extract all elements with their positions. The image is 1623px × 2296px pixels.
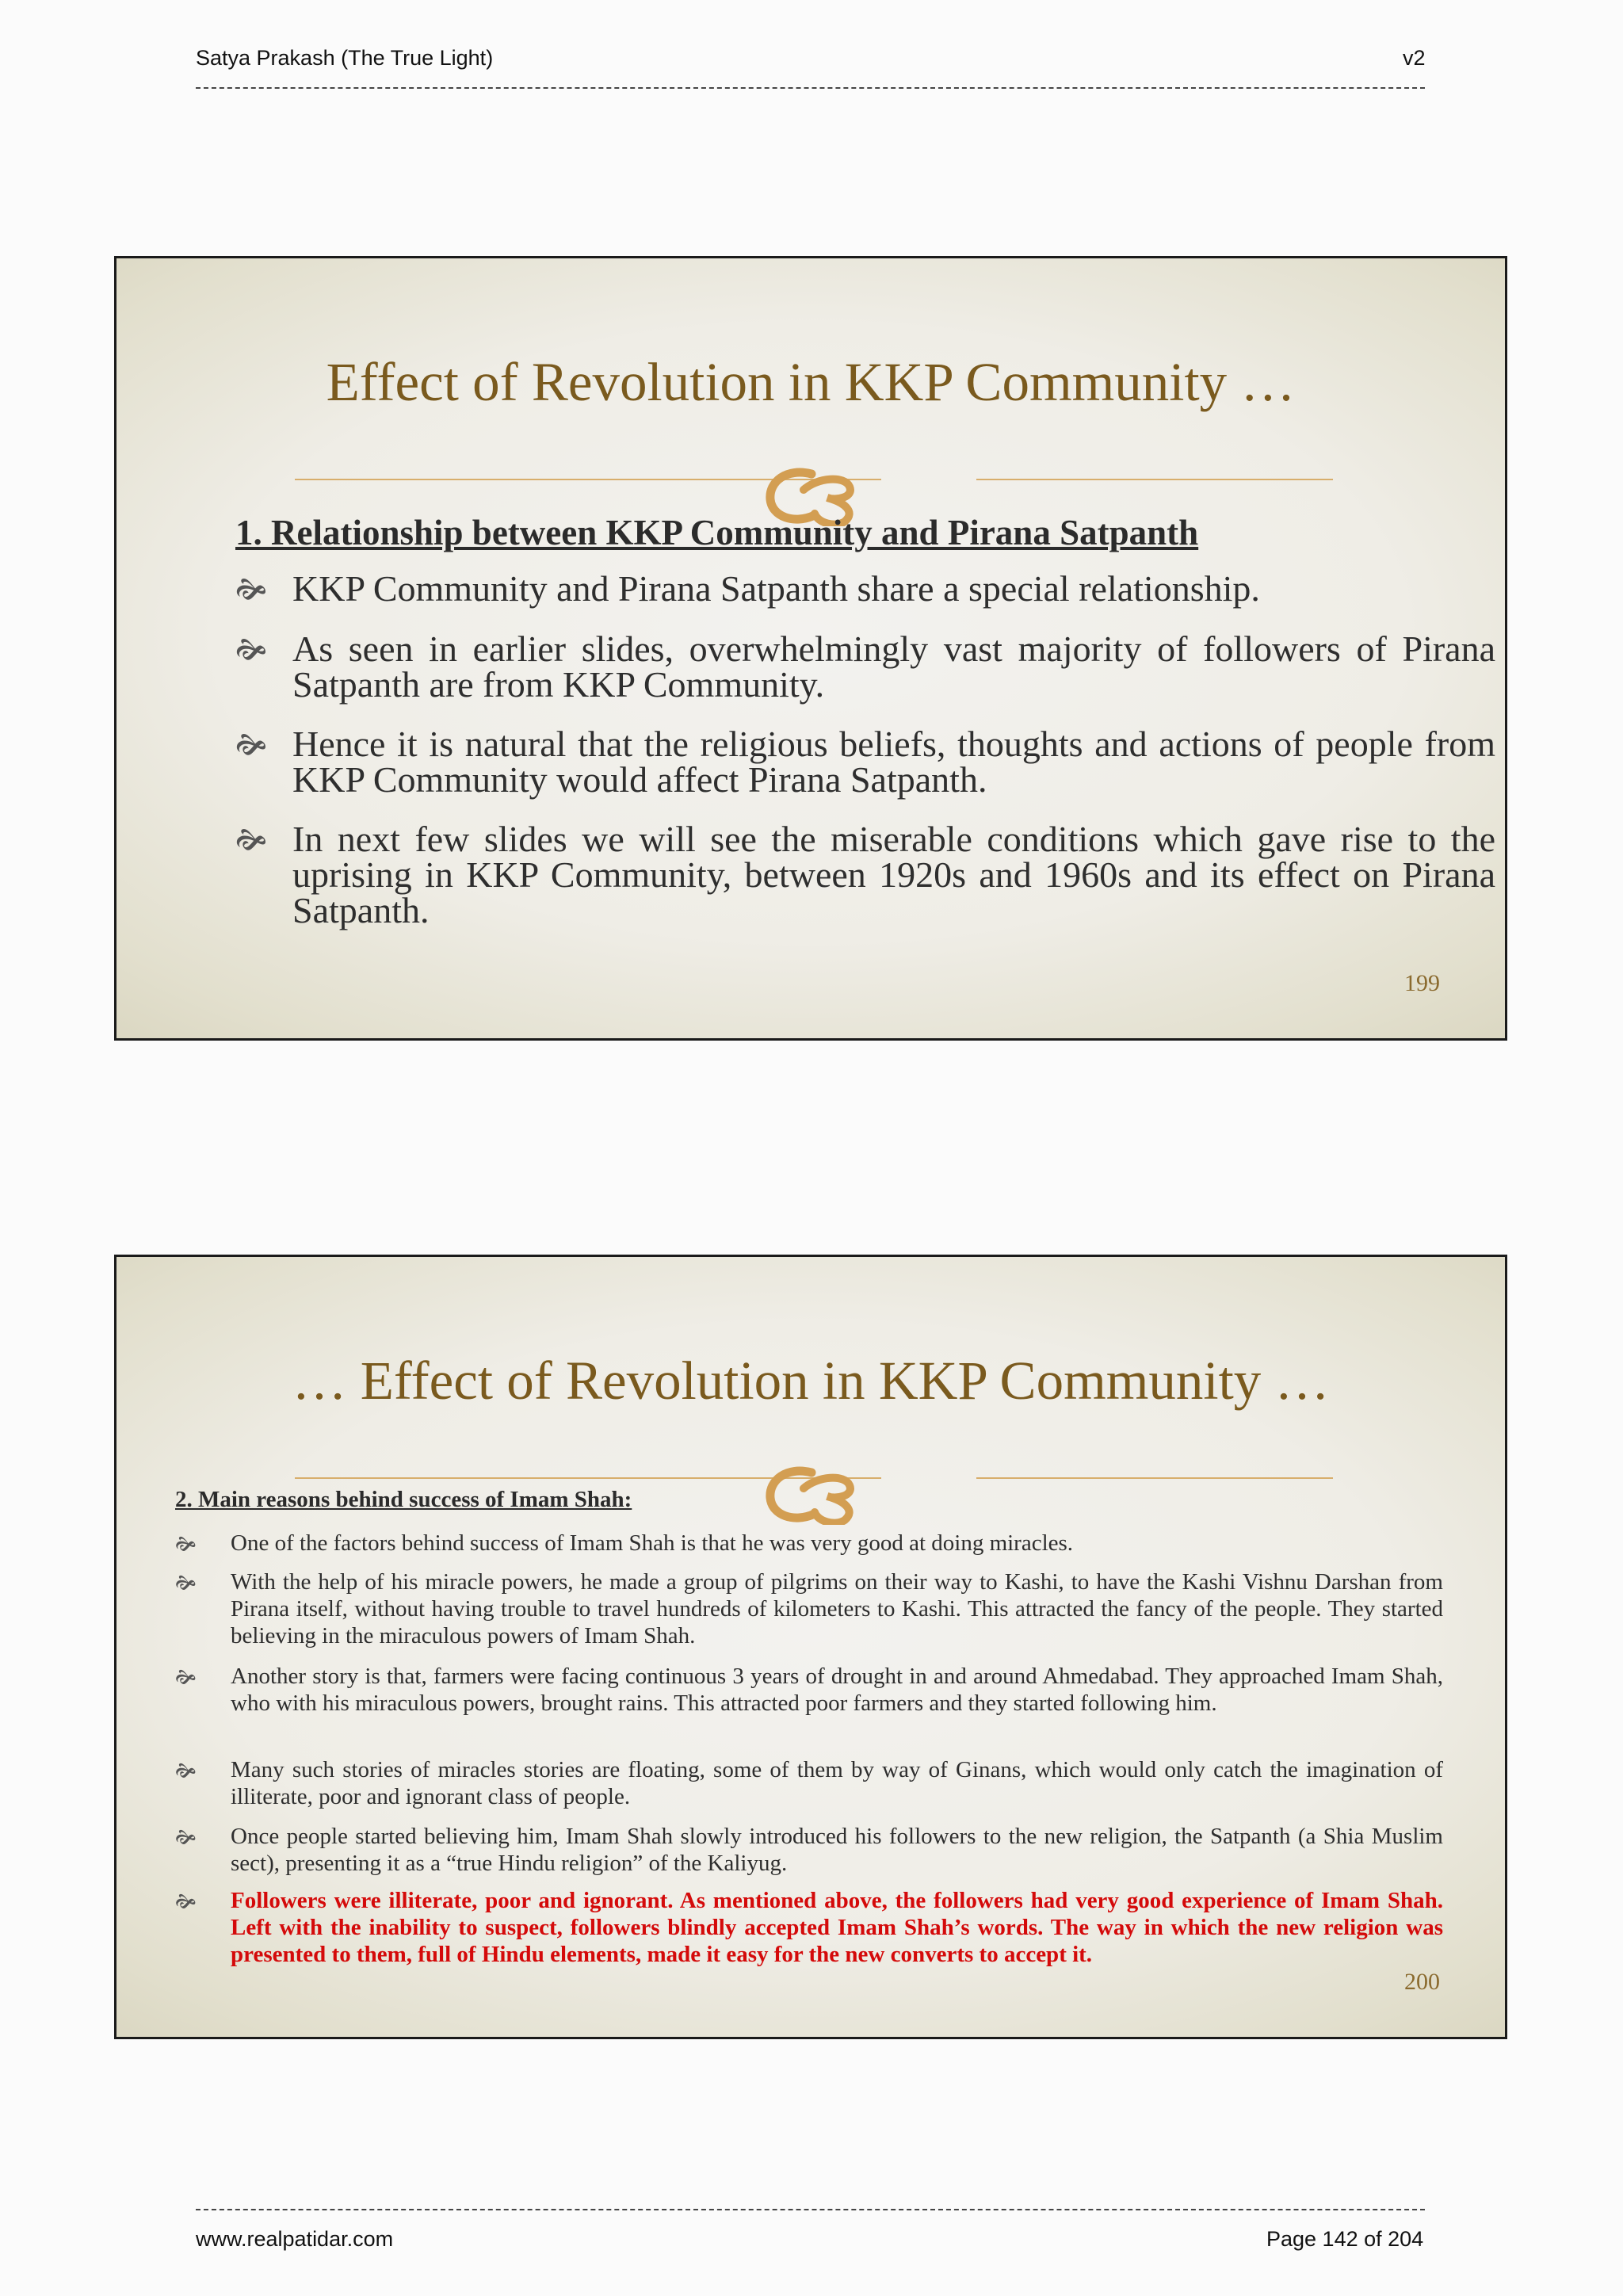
list-item: 🙞 Many such stories of miracles stories are floating, some of them by way of Ginans, which would only catch the imagination of illiterate, poor and ignorant class of people. <box>175 1757 1443 1809</box>
list-item: 🙞 In next few slides we will see the miserable conditions which gave rise to the uprising in KKP Community, between 1920s and 1960s and its effect on Pirana Satpanth. <box>235 819 1495 930</box>
ornament-rule-right <box>976 479 1333 480</box>
section-heading: 2. Main reasons behind success of Imam Shah: <box>175 1487 632 1512</box>
list-item-highlighted: 🙞 Followers were illiterate, poor and ignorant. As mentioned above, the followers had very good experience of Imam Shah. Left with the inability to suspect, followers blindly accepted Imam Shah’s words. The way in which the new religion was presented to them, full of Hindu elements, made it easy for the new converts to accept it. <box>175 1888 1443 1967</box>
bullet-flourish-icon: 🙞 <box>175 1533 197 1555</box>
bullet-flourish-icon: 🙞 <box>175 1890 197 1912</box>
bullet-flourish-icon: 🙞 <box>235 574 267 606</box>
bullet-flourish-icon: 🙞 <box>235 634 267 667</box>
document-version: v2 <box>1403 46 1426 70</box>
list-item: 🙞 Once people started believing him, Imam Shah slowly introduced his followers to the new religion, the Satpanth (a Shia Muslim sect), presenting it as a “true Hindu religion” of the Kaliyug. <box>175 1824 1443 1876</box>
bullet-flourish-icon: 🙞 <box>175 1666 197 1688</box>
list-item: 🙞 Hence it is natural that the religious beliefs, thoughts and actions of people from KKP Community would affect Pirana Satpanth. <box>235 724 1495 800</box>
list-item: 🙞 KKP Community and Pirana Satpanth share a special relationship. <box>235 568 1260 609</box>
slide-200 <box>114 1255 1507 2039</box>
list-item: 🙞 Another story is that, farmers were facing continuous 3 years of drought in and around Ahmedabad. They approached Imam Shah, who with his miraculous powers, brought rains. This attracted poor farmers and they started following him. <box>175 1664 1443 1716</box>
bullet-flourish-icon: 🙞 <box>175 1759 197 1782</box>
bullet-flourish-icon: 🙞 <box>235 824 267 857</box>
page-indicator: Page 142 of 204 <box>1266 2227 1424 2251</box>
bullet-flourish-icon: 🙞 <box>175 1572 197 1594</box>
list-item: 🙞 With the help of his miracle powers, he made a group of pilgrims on their way to Kashi, to have the Kashi Vishnu Darshan from Pirana itself, without having trouble to travel hundreds of kilometers to Kashi. This attracted the fancy of the people. They started believing in the miraculous powers of Imam Shah. <box>175 1569 1443 1648</box>
header-divider <box>196 87 1425 89</box>
bullet-flourish-icon: 🙞 <box>235 729 267 762</box>
slide-title: Effect of Revolution in KKP Community … <box>326 352 1296 412</box>
slide-number: 200 <box>1404 1969 1440 1995</box>
section-heading: 1. Relationship between KKP Community and Pirana Satpanth <box>235 513 1199 552</box>
website-link[interactable]: www.realpatidar.com <box>196 2227 394 2251</box>
slide-title: … Effect of Revolution in KKP Community … <box>292 1350 1330 1411</box>
slide-199 <box>114 256 1507 1041</box>
slide-number: 199 <box>1404 970 1440 996</box>
document-title: Satya Prakash (The True Light) <box>196 46 494 70</box>
list-item: 🙞 As seen in earlier slides, overwhelmingly vast majority of followers of Pirana Satpanth are from KKP Community. <box>235 628 1495 705</box>
bullet-flourish-icon: 🙞 <box>175 1826 197 1848</box>
footer-divider <box>196 2209 1425 2210</box>
ornament-rule-right <box>976 1477 1333 1479</box>
flourish-ornament-icon <box>762 1465 867 1525</box>
list-item: 🙞 One of the factors behind success of Imam Shah is that he was very good at doing miracles. <box>175 1530 1074 1556</box>
